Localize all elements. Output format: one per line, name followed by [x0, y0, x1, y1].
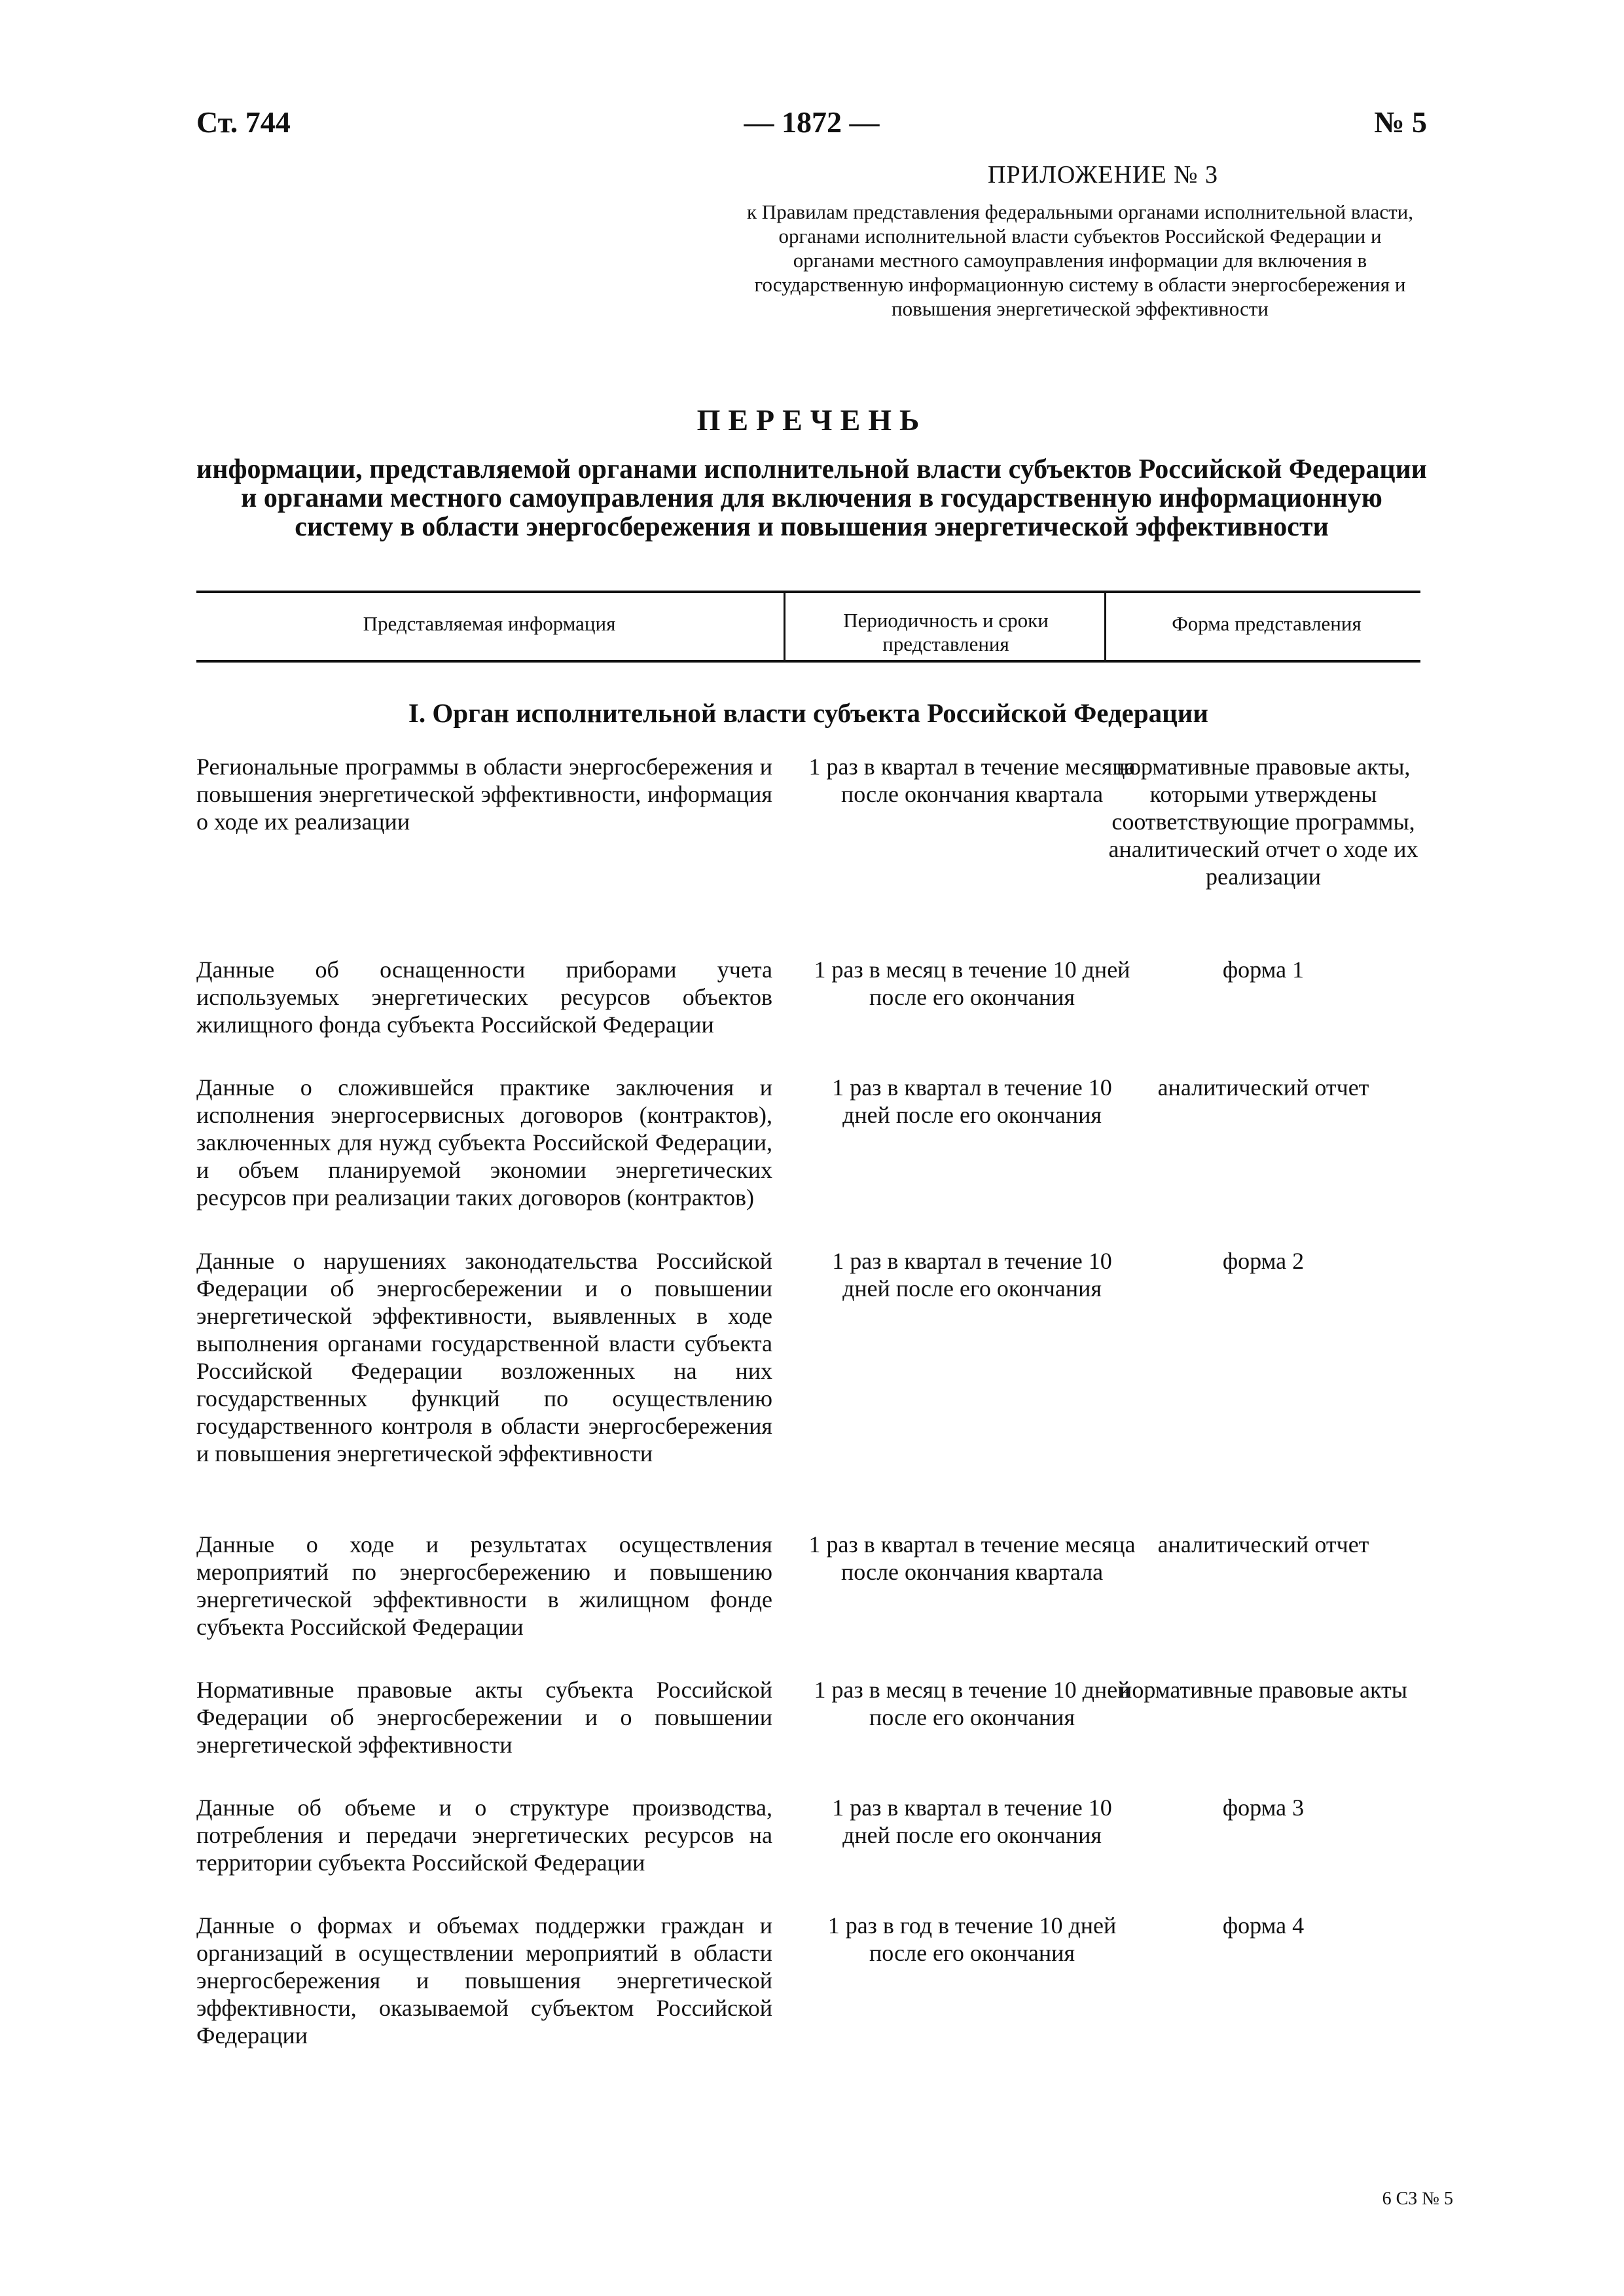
issue-number: № 5	[1374, 105, 1427, 139]
table-column-divider	[1104, 592, 1106, 661]
row-information: Региональные программы в области энергосбережения и повышения энергетической эффективности, информация о ходе их реализации	[196, 754, 772, 835]
table-top-rule	[196, 591, 1420, 593]
document-title: ПЕРЕЧЕНЬ	[696, 403, 928, 437]
row-information: Данные о ходе и результатах осуществления мероприятий по энергосбережению и повышению энергетической эффективности в жилищном фонде субъекта Российской Федерации	[196, 1531, 772, 1640]
row-periodicity: 1 раз в месяц в течение 10 дней после его окончания	[814, 957, 1130, 1010]
row-form: форма 1	[1222, 957, 1305, 983]
section-title: I. Орган исполнительной власти субъекта Российской Федерации	[408, 698, 1209, 728]
appendix-reference: к Правилам представления федеральными органами исполнительной власти, органами исполнительной власти субъектов Российской Федерации и органами местного самоуправления информации для включения в государственную информационную систему в области энергосбережения и повышения энергетической эффективности	[747, 200, 1413, 320]
appendix-title: ПРИЛОЖЕНИЕ № 3	[988, 161, 1218, 189]
row-information: Данные об оснащенности приборами учета используемых энергетических ресурсов объектов жилищного фонда субъекта Российской Федерации	[196, 957, 772, 1038]
row-information: Данные о сложившейся практике заключения и исполнения энергосервисных договоров (контрактов), заключенных для нужд субъекта Российской Федерации, и объем планируемой экономии энергетических ресурсов при реализации таких договоров (контрактов)	[196, 1074, 772, 1211]
row-form: нормативные правовые акты	[1119, 1677, 1407, 1703]
header-information: Представляемая информация	[363, 612, 616, 635]
header-form: Форма представления	[1172, 612, 1362, 635]
row-periodicity: 1 раз в квартал в течение месяца после окончания квартала	[808, 1531, 1136, 1585]
page-number: — 1872 —	[744, 105, 880, 139]
row-form: форма 4	[1222, 1912, 1305, 1939]
row-information: Данные о нарушениях законодательства Российской Федерации об энергосбережении и о повышении энергетической эффективности, выявленных в ходе выполнения органами государственной власти субъекта Российской Федерации возложенных на них государственных функций по осуществлению государственного контроля в области энергосбережения и повышения энергетической эффективности	[196, 1248, 772, 1467]
row-information: Нормативные правовые акты субъекта Российской Федерации об энергосбережении и о повышении энергетической эффективности	[196, 1677, 772, 1758]
row-form: форма 3	[1222, 1795, 1305, 1821]
table-header-bottom-rule	[196, 660, 1420, 663]
row-periodicity: 1 раз в квартал в течение 10 дней после его окончания	[832, 1248, 1112, 1302]
row-periodicity: 1 раз в квартал в течение месяца после окончания квартала	[808, 754, 1136, 807]
row-form: нормативные правовые акты, которыми утверждены соответствующие программы, аналитический отчет о ходе их реализации	[1108, 754, 1418, 890]
row-information: Данные об объеме и о структуре производства, потребления и передачи энергетических ресурсов на территории субъекта Российской Федерации	[196, 1795, 772, 1876]
row-periodicity: 1 раз в месяц в течение 10 дней после его окончания	[814, 1677, 1130, 1730]
row-periodicity: 1 раз в год в течение 10 дней после его окончания	[827, 1912, 1117, 1966]
row-information: Данные о формах и объемах поддержки граждан и организаций в осуществлении мероприятий в области энергосбережения и повышения энергетической эффективности, оказываемой субъектом Российской Федерации	[196, 1912, 772, 2049]
row-form: аналитический отчет	[1157, 1074, 1369, 1101]
row-form: форма 2	[1222, 1248, 1305, 1274]
footer-signature: 6 СЗ № 5	[1382, 2189, 1453, 2209]
row-form: аналитический отчет	[1157, 1531, 1369, 1558]
article-number: Ст. 744	[196, 105, 291, 139]
row-periodicity: 1 раз в квартал в течение 10 дней после его окончания	[832, 1074, 1112, 1128]
header-periodicity: Периодичность и сроки представления	[843, 609, 1049, 655]
document-subtitle: информации, представляемой органами исполнительной власти субъектов Российской Федерации и органами местного самоуправления для включения в государственную информационную систему в области энергосбережения и повышения энергетической эффективности	[196, 454, 1427, 542]
table-column-divider	[784, 592, 785, 661]
row-periodicity: 1 раз в квартал в течение 10 дней после его окончания	[832, 1795, 1112, 1848]
